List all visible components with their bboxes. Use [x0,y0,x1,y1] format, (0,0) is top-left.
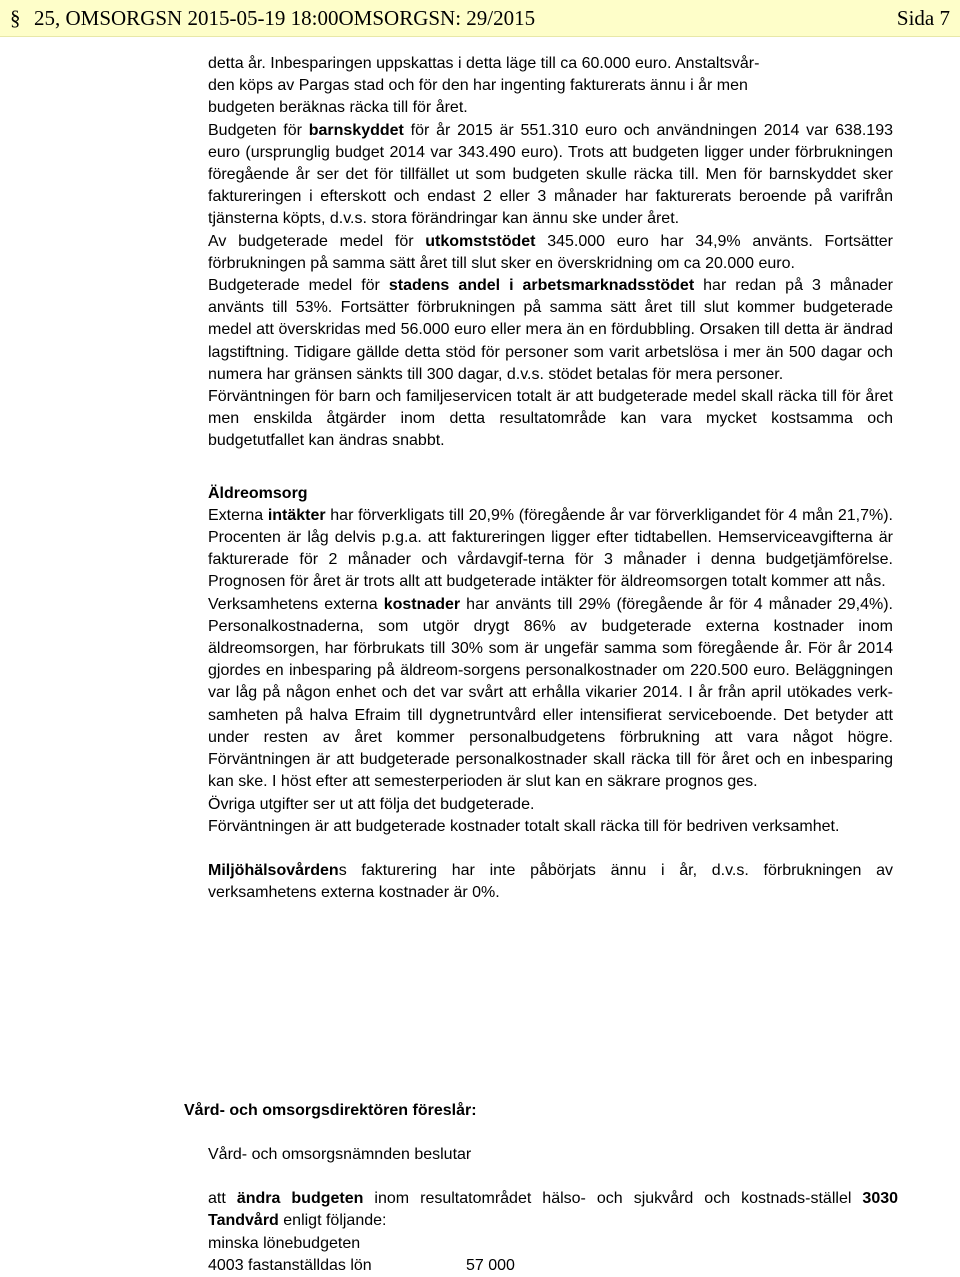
text-run: för år 2015 är 551.310 euro och användningen 2014 var 638.193 euro (ursprunglig budget 2014 var 343.490 euro). Trots att budgeten ligger under förbrukningen föregående år ser det för tillfället ut som budgeten skulle räcka till. Men för barnskyddet sker faktureringen i efterskott och endast 2 eller 3 månader har fakturerats beroende på varifrån tjänsterna köpts, d.v.s. stora förändringar kan ännu ske under året. [208,121,893,228]
proposal-heading: Vård- och omsorgsdirektören föreslår: [184,1102,477,1119]
text-line: budgeten beräknas räcka till för året. [208,99,468,117]
text-run: s fakturering har inte påbörjats ännu i år, d.v.s. förbrukningen av verksamhetens externa kostnader är 0%. [208,861,893,902]
item-label: minska lönebudgeten [208,1234,361,1252]
text-line: detta år. Inbesparingen uppskattas i detta läge till ca 60.000 euro. Anstaltsvår- [208,55,760,72]
text-run: Externa [208,506,268,524]
account-amount: 57 000 [466,1256,515,1274]
text-run: inom resultatområdet hälso- och sjukvård och kostnads-ställel [363,1190,863,1208]
bold-term: utkomststödet [425,232,536,250]
bold-term: kostnader [383,595,461,613]
bold-term: stadens andel i arbetsmarknadsstödet [388,277,695,295]
text-run: Förväntningen för barn och familjeservicen totalt är att budgeterade medel skall räcka till för året men enskilda åtgärder inom detta resultatområde kan vara mycket kostsamma och budgetutfallet kan ändras snabbt. [208,388,893,450]
text-run: 345.000 euro har 34,9% använts. Fortsätter förbrukningen på samma sätt året till slut sker en överskridning om ca 20.000 euro. [208,232,893,272]
paragraph [208,53,893,120]
board-line: Vård- och omsorgsnämnden beslutar [208,1146,472,1163]
header-title: 25, OMSORGSN 2015-05-19 18:00OMSORGSN: 29/2015 [34,6,536,30]
paragraph-forvantning [208,386,893,453]
bold-term: ändra budgeten [236,1190,364,1208]
bold-term: intäkter [267,506,326,524]
text-run: att [208,1190,237,1208]
paragraph-forvantning-totalt: Förväntningen är att budgeterade kostnader totalt skall räcka till för bedriven verksamhet. [208,817,840,835]
text-run: Av budgeterade medel för [208,232,426,250]
document-body [208,53,893,904]
paragraph-miljohalsovard [208,860,893,904]
section-symbol: § [10,6,21,30]
paragraph-arbetsmarknadsstod [208,275,893,386]
document-header [0,0,960,37]
text-run: Verksamhetens externa [208,595,384,613]
bold-term: Miljöhälsovården [208,861,339,879]
text-run: Budgeterade medel för [208,277,389,295]
paragraph-kostnader [208,594,893,794]
text-run: har redan på 3 månader använts till 53%. Fortsätter förbrukningen på samma sätt året till slut kommer budgeterade medel att överskridas med 56.000 euro eller mera än en fördubbling. Orsaken till detta är ändrad lagstiftning. Tidigare gällde detta stöd för personer som varit arbetslösa i mer än 500 dagar och numera har gränsen sänkts till 300 dagar, d.v.s. stödet betalas för mera personer. [208,277,894,383]
text-run: har använts till 29% (föregående år för 4 månader 29,4%). Personalkostnaderna, som utgör drygt 86% av budgeterade externa kostnader inom äldreomsorgen, har förbrukats till 30% som är ungefär samma som föregående år. För år 2014 gjordes en inbesparing på äldreom-sorgens personalkostnader om 220.500 euro. Beläggningen var låg på någon enhet och det var svårt att erhålla vikarier 2014. I år från april utökades verk-samheten på halva Efraim till dygnetruntvård eller intensifierat serviceboende. Det betyder att under resten av året kommer personalbudgetens förbrukning att vara något högre. Förväntningen är att budgeterade personalkostnader skall räcka till för året och en inbesparing kan ske. I höst efter att semesterperioden är slut kan en säkrare prognos ges. [208,595,893,791]
text-line: den köps av Pargas stad och för den har ingenting fakturerats ännu i år men [208,77,748,95]
bold-term: 3030 Tandvård [208,1190,899,1230]
proposal-body [208,1144,898,1277]
account-row [208,1255,898,1277]
paragraph-intakter [208,505,893,594]
paragraph-barnskydd [208,120,893,231]
account-name: 4003 fastanställdas lön [208,1256,372,1274]
text-run: har förverkligats till 20,9% (föregående år var förverkligandet för 4 mån 21,7%). Procenten är låg delvis p.g.a. att faktureringen ligger efter tidtabellen. Hemserviceavgifterna är fakturerade för 2 månader och vårdavgif-terna för 3 månader i denna budgetjämförelse. Prognosen för året är trots allt att budgeterade intäkter för äldreomsorgen totalt kommer att nås. [208,506,893,591]
section-heading-aldreomsorg: Äldreomsorg [208,484,308,502]
page-number: Sida 7 [896,6,950,30]
text-run: Budgeten för [208,121,309,139]
text-run: enligt följande: [278,1212,387,1230]
paragraph-utkomststod [208,231,893,275]
bold-term: barnskyddet [308,121,404,139]
decision-paragraph [208,1188,898,1232]
paragraph-ovriga: Övriga utgifter ser ut att följa det budgeterade. [208,795,535,813]
